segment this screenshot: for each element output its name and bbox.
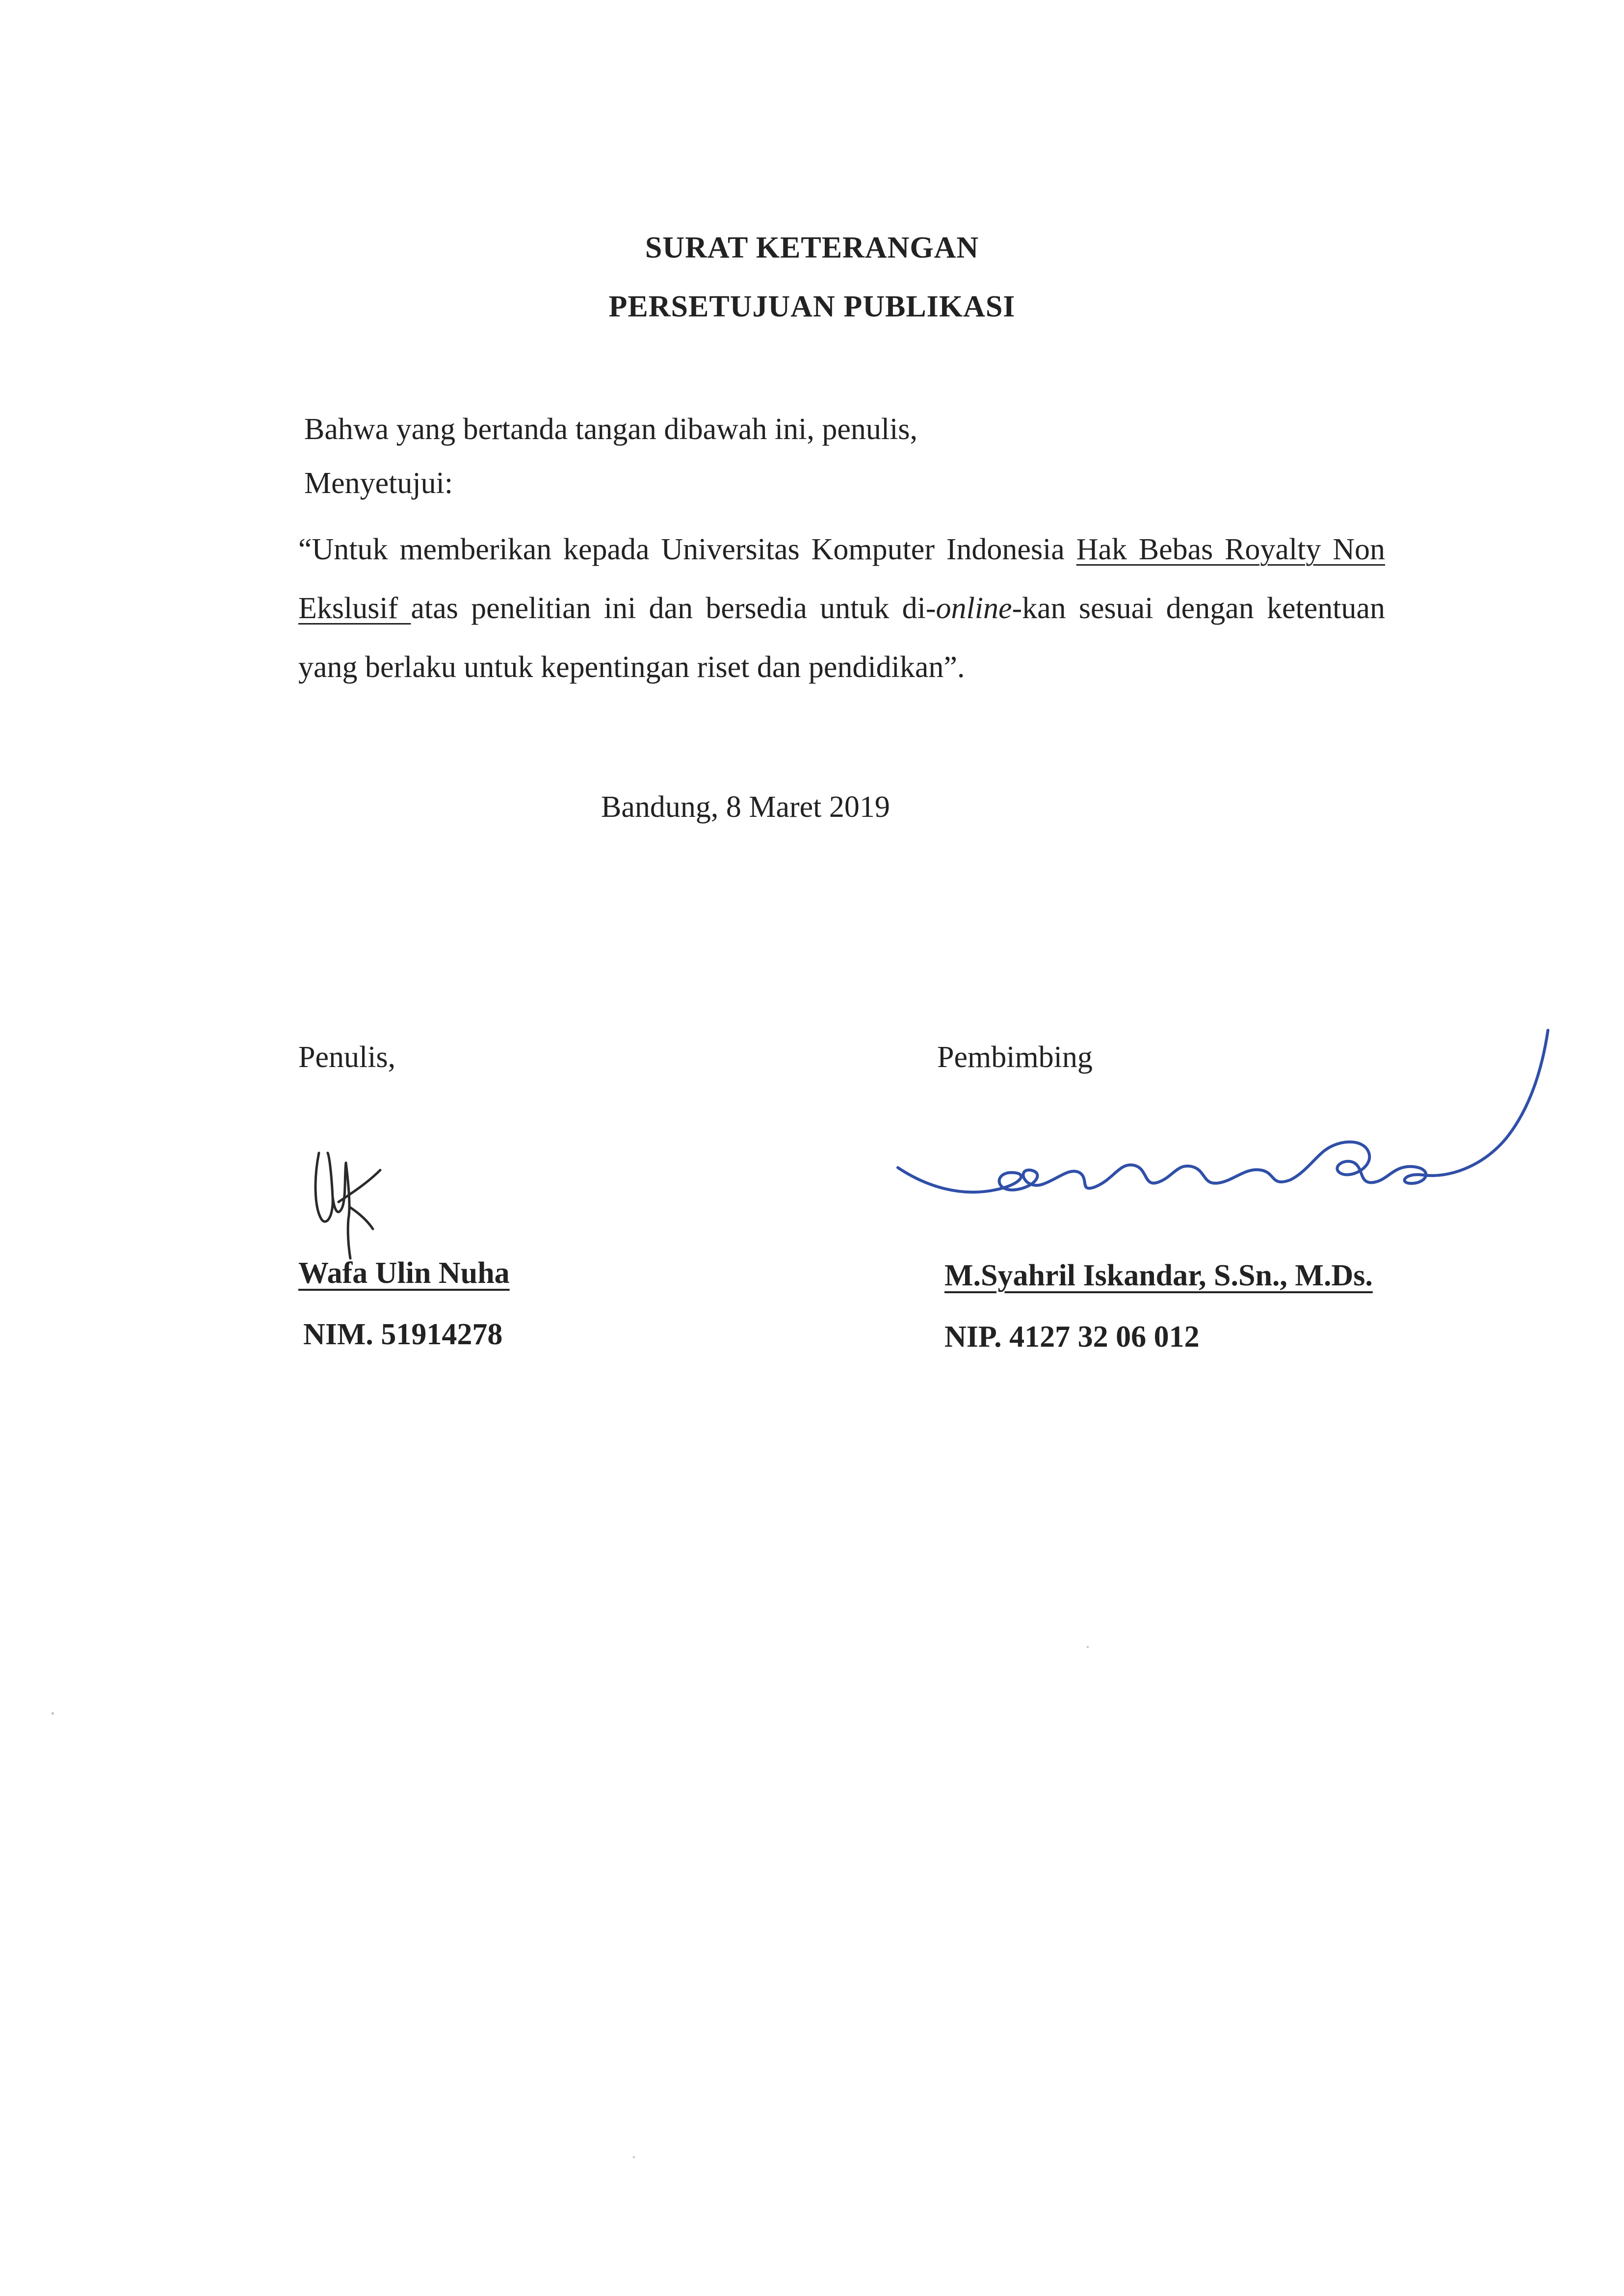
- scan-speck: [633, 2156, 635, 2158]
- supervisor-name: M.Syahril Iskandar, S.Sn., M.Ds.: [944, 1259, 1373, 1292]
- statement-underlined: Hak Bebas Royalty Non Ekslusif: [298, 533, 1385, 625]
- document-title: SURAT KETERANGAN: [645, 231, 979, 264]
- statement-part-1: “Untuk memberikan kepada Universitas Komputer Indonesia: [298, 533, 1076, 566]
- intro-line: Bahwa yang bertanda tangan dibawah ini, penulis,: [304, 413, 917, 446]
- supervisor-nip: NIP. 4127 32 06 012: [944, 1320, 1200, 1354]
- place-date: Bandung, 8 Maret 2019: [601, 790, 890, 824]
- author-name: Wafa Ulin Nuha: [298, 1256, 510, 1290]
- statement-italic: online: [936, 592, 1012, 625]
- author-nim: NIM. 51914278: [303, 1318, 503, 1351]
- role-author: Penulis,: [298, 1041, 396, 1074]
- author-signature: [299, 1133, 397, 1261]
- agree-line: Menyetujui:: [304, 467, 453, 500]
- role-supervisor: Pembimbing: [937, 1041, 1093, 1074]
- scan-speck: [1087, 1646, 1089, 1648]
- supervisor-signature: [883, 1011, 1570, 1217]
- statement-part-2: atas penelitian ini dan bersedia untuk di-: [411, 592, 936, 625]
- statement-paragraph: [298, 520, 1385, 697]
- scan-speck: [52, 1712, 54, 1715]
- document-subtitle: PERSETUJUAN PUBLIKASI: [608, 290, 1016, 323]
- statement-part-3: -kan sesuai dengan ketentuan yang berlaku untuk kepentingan riset dan pendidikan”.: [298, 592, 1385, 684]
